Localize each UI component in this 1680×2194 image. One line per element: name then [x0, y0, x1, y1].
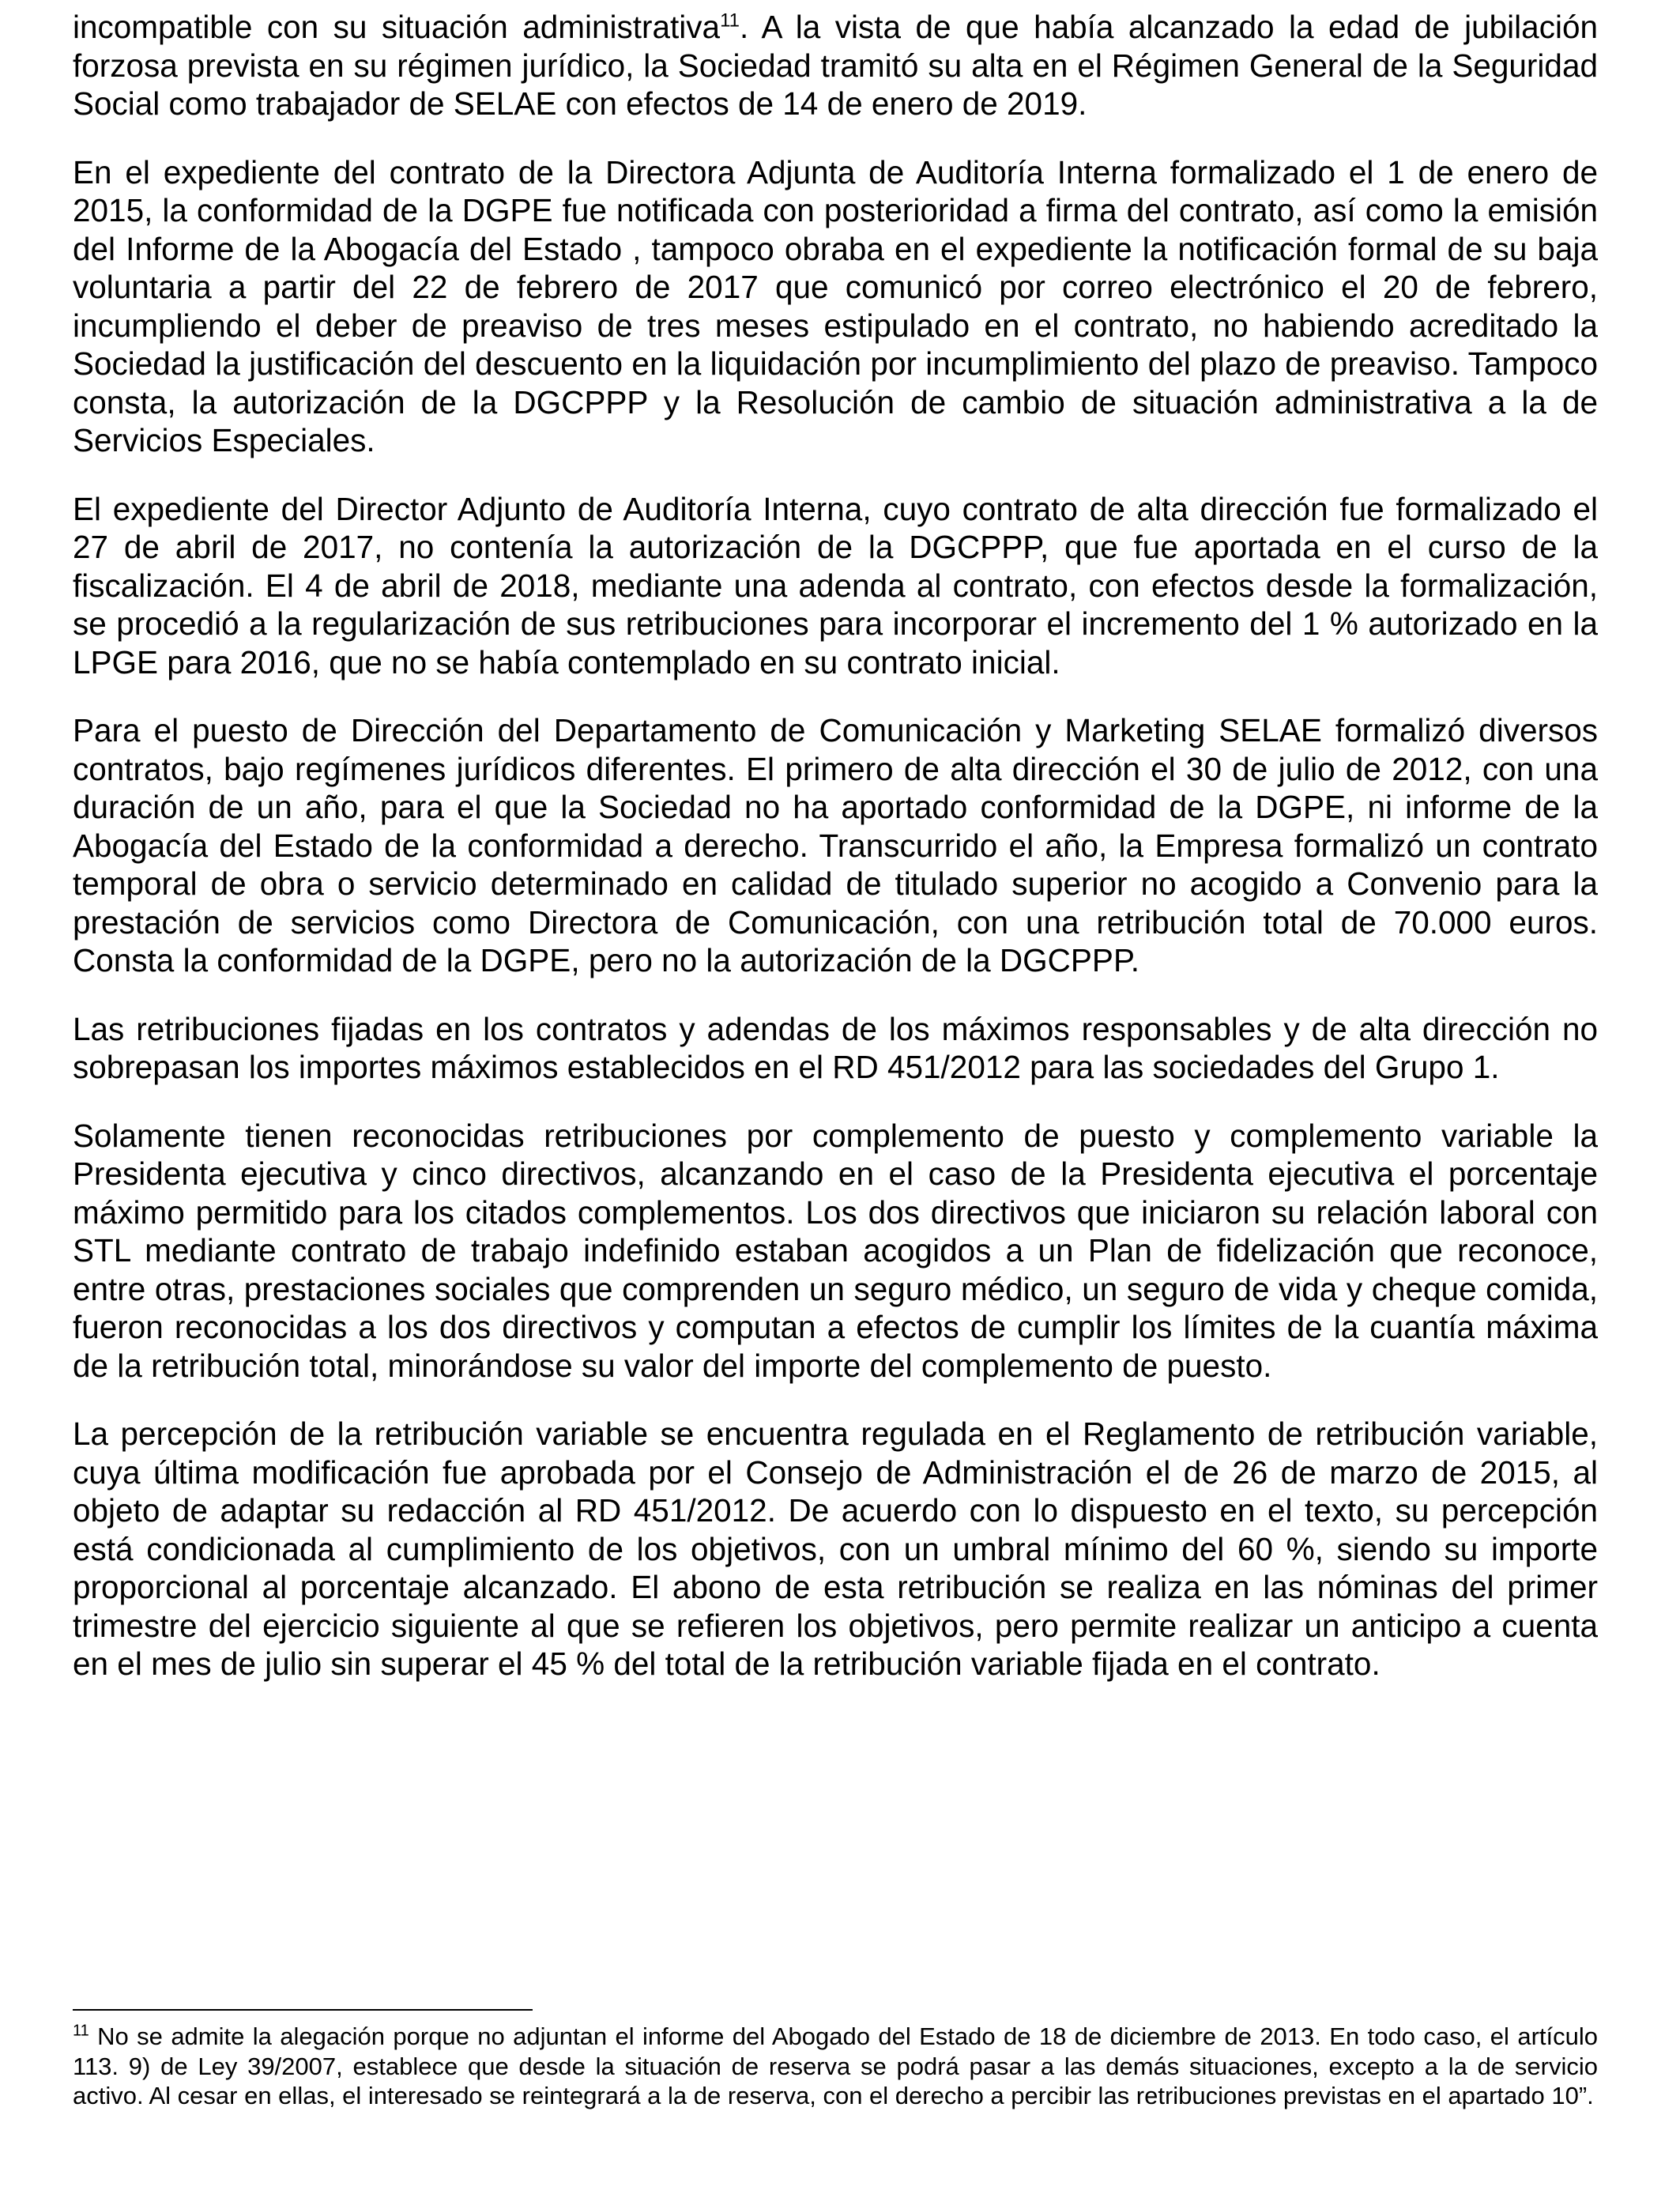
- paragraph-4: Para el puesto de Dirección del Departamento de Comunicación y Marketing SELAE formalizó diversos contratos, bajo regímenes jurídicos diferentes. El primero de alta dirección el 30 de julio de 2012, con una duración de un año, para el que la Sociedad no ha aportado conformidad de la DGPE, ni informe de la Abogacía del Estado de la conformidad a derecho. Transcurrido el año, la Empresa formalizó un contrato temporal de obra o servicio determinado en calidad de titulado superior no acogido a Convenio para la prestación de servicios como Directora de Comunicación, con una retribución total de 70.000 euros. Consta la conformidad de la DGPE, pero no la autorización de la DGCPPP.: [73, 712, 1598, 978]
- document-body: [73, 8, 1598, 1713]
- paragraph-3: El expediente del Director Adjunto de Auditoría Interna, cuyo contrato de alta dirección fue formalizado el 27 de abril de 2017, no contenía la autorización de la DGCPPP, que fue aportada en el curso de la fiscalización. El 4 de abril de 2018, mediante una adenda al contrato, con efectos desde la formalización, se procedió a la regularización de sus retribuciones para incorporar el incremento del 1 % autorizado en la LPGE para 2016, que no se había contemplado en su contrato inicial.: [73, 490, 1598, 680]
- paragraph-2: En el expediente del contrato de la Directora Adjunta de Auditoría Interna formalizado el 1 de enero de 2015, la conformidad de la DGPE fue notificada con posterioridad a firma del contrato, así como la emisión del Informe de la Abogacía del Estado , tampoco obraba en el expediente la notificación formal de su baja voluntaria a partir del 22 de febrero de 2017 que comunicó por correo electrónico el 20 de febrero, incumpliendo el deber de preaviso de tres meses estipulado en el contrato, no habiendo acreditado la Sociedad la justificación del descuento en la liquidación por incumplimiento del plazo de preaviso. Tampoco consta, la autorización de la DGCPPP y la Resolución de cambio de situación administrativa a la de Servicios Especiales.: [73, 153, 1598, 458]
- paragraph-1-text-after-ref: . A la vista de que había alcanzado la edad de jubilación forzosa prevista en su régimen jurídico, la Sociedad tramitó su alta en el Régimen General de la Seguridad Social como trabajador de SELAE con efectos de 14 de enero de 2019.: [73, 9, 1598, 122]
- paragraph-1-text-before-ref: incompatible con su situación administrativa: [73, 9, 721, 45]
- paragraph-6: Solamente tienen reconocidas retribuciones por complemento de puesto y complemento variable la Presidenta ejecutiva y cinco directivos, alcanzando en el caso de la Presidenta ejecutiva el porcentaje máximo permitido para los citados complementos. Los dos directivos que iniciaron su relación laboral con STL mediante contrato de trabajo indefinido estaban acogidos a un Plan de fidelización que reconoce, entre otras, prestaciones sociales que comprenden un seguro médico, un seguro de vida y cheque comida, fueron reconocidas a los dos directivos y computan a efectos de cumplir los límites de la cuantía máxima de la retribución total, minorándose su valor del importe del complemento de puesto.: [73, 1117, 1598, 1384]
- paragraph-7: La percepción de la retribución variable se encuentra regulada en el Reglamento de retribución variable, cuya última modificación fue aprobada por el Consejo de Administración el de 26 de marzo de 2015, al objeto de adaptar su redacción al RD 451/2012. De acuerdo con lo dispuesto en el texto, su percepción está condicionada al cumplimiento de los objetivos, con un umbral mínimo del 60 %, siendo su importe proporcional al porcentaje alcanzado. El abono de esta retribución se realiza en las nóminas del primer trimestre del ejercicio siguiente al que se refieren los objetivos, pero permite realizar un anticipo a cuenta en el mes de julio sin superar el 45 % del total de la retribución variable fijada en el contrato.: [73, 1416, 1598, 1682]
- footnote-11: [73, 2022, 1598, 2111]
- paragraph-1: [73, 8, 1598, 123]
- footnote-text: No se admite la alegación porque no adjuntan el informe del Abogado del Estado de 18 de diciembre de 2013. En todo caso, el artículo 113. 9) de Ley 39/2007, establece que desde la situación de reserva se podrá pasar a las demás situaciones, excepto a la de servicio activo. Al cesar en ellas, el interesado se reintegrará a la de reserva, con el derecho a percibir las retribuciones previstas en el apartado 10”.: [73, 2022, 1598, 2109]
- footnote-reference-11[interactable]: 11: [720, 9, 740, 32]
- footnote-separator: [73, 2009, 533, 2011]
- footnote-number: 11: [73, 2022, 89, 2040]
- paragraph-5: Las retribuciones fijadas en los contratos y adendas de los máximos responsables y de alta dirección no sobrepasan los importes máximos establecidos en el RD 451/2012 para las sociedades del Grupo 1.: [73, 1010, 1598, 1085]
